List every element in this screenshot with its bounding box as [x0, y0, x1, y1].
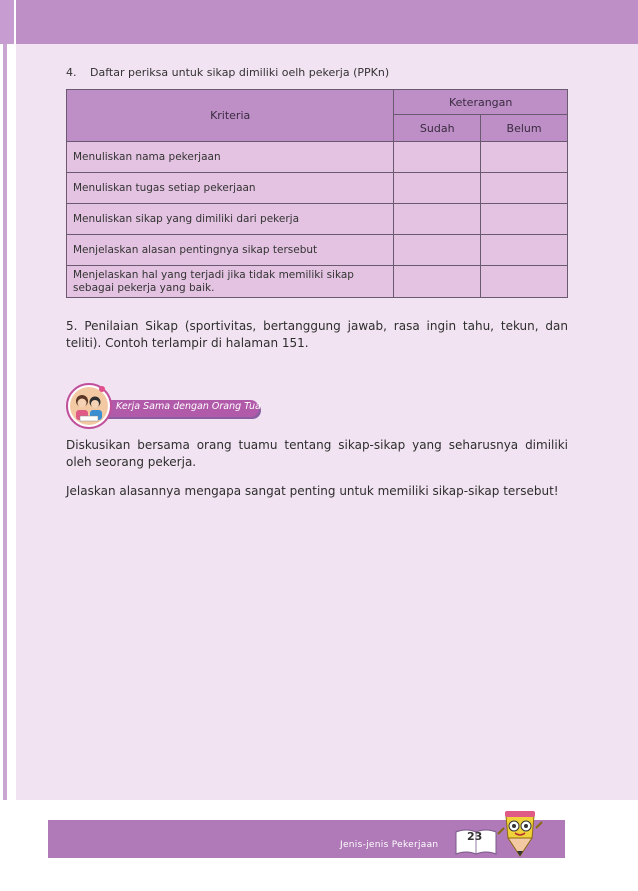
sudah-check-cell[interactable]	[394, 235, 481, 266]
page-number: 23	[467, 830, 483, 843]
instruction-paragraph-2: Jelaskan alasannya mengapa sangat penting untuk memiliki sikap-sikap tersebut!	[66, 484, 559, 498]
belum-check-cell[interactable]	[481, 173, 568, 204]
table-row	[67, 235, 568, 266]
table-row	[67, 173, 568, 204]
header-kriteria: Kriteria	[67, 90, 394, 142]
belum-check-cell[interactable]	[481, 142, 568, 173]
belum-check-cell[interactable]	[481, 235, 568, 266]
sudah-check-cell[interactable]	[394, 142, 481, 173]
header-keterangan: Keterangan	[394, 90, 568, 115]
table-row	[67, 266, 568, 298]
criteria-cell: Menuliskan sikap yang dimiliki dari pekerja	[67, 204, 394, 235]
top-corner-block	[0, 0, 16, 44]
sudah-check-cell[interactable]	[394, 204, 481, 235]
belum-check-cell[interactable]	[481, 204, 568, 235]
header-belum: Belum	[481, 115, 568, 142]
left-margin-rule	[0, 44, 14, 891]
criteria-cell: Menuliskan nama pekerjaan	[67, 142, 394, 173]
criteria-cell: Menuliskan tugas setiap pekerjaan	[67, 173, 394, 204]
criteria-cell: Menjelaskan alasan pentingnya sikap tersebut	[67, 235, 394, 266]
belum-check-cell[interactable]	[481, 266, 568, 298]
parent-child-illustration-icon	[66, 383, 112, 429]
item-4-heading	[66, 66, 389, 79]
sudah-check-cell[interactable]	[394, 266, 481, 298]
pencil-mascot-icon	[496, 808, 544, 860]
parent-collab-badge	[66, 381, 276, 431]
sudah-check-cell[interactable]	[394, 173, 481, 204]
table-row	[67, 142, 568, 173]
item-number: 4.	[66, 66, 77, 79]
checklist-table	[66, 89, 568, 298]
criteria-cell: Menjelaskan hal yang terjadi jika tidak memiliki sikap sebagai pekerja yang baik.	[67, 266, 394, 298]
chapter-title: Jenis-jenis Pekerjaan	[340, 840, 439, 850]
top-header-band	[0, 0, 638, 44]
instruction-paragraph-1: Diskusikan bersama orang tuamu tentang sikap-sikap yang seharusnya dimiliki oleh seorang pekerja.	[66, 438, 568, 469]
header-sudah: Sudah	[394, 115, 481, 142]
assessment-text: 5. Penilaian Sikap (sportivitas, bertanggung jawab, rasa ingin tahu, tekun, dan teliti). Contoh terlampir di halaman 151.	[66, 319, 568, 350]
badge-label: Kerja Sama dengan Orang Tua	[116, 401, 261, 412]
table-row	[67, 204, 568, 235]
item-title: Daftar periksa untuk sikap dimiliki oelh pekerja (PPKn)	[90, 66, 390, 79]
